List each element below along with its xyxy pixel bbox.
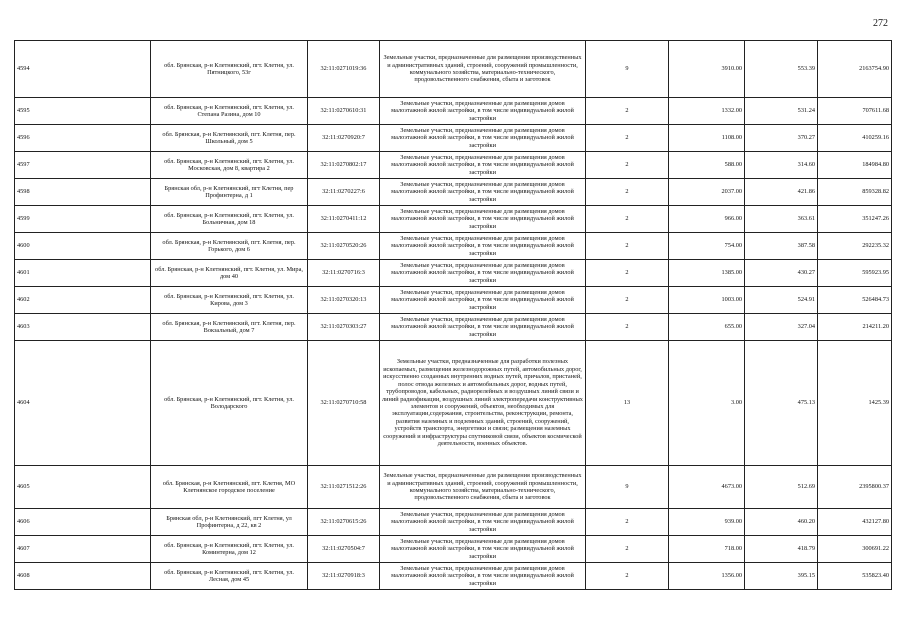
land-use-cell: Земельные участки, предназначенные для размещения домов малоэтажной жилой застройки, в том числе индивидуальной жилой застройки bbox=[380, 536, 586, 563]
specific-value-cell: 370.27 bbox=[745, 125, 818, 152]
land-use-cell: Земельные участки, предназначенные для размещения домов малоэтажной жилой застройки, в том числе индивидуальной жилой застройки bbox=[380, 563, 586, 590]
area-cell: 655.00 bbox=[669, 314, 745, 341]
address-cell: Брянская обл, р-н Клетнянский, пгт Клетня, пер Профинтерна, д 1 bbox=[151, 179, 308, 206]
row-number: 4607 bbox=[15, 536, 151, 563]
land-use-cell: Земельные участки, предназначенные для размещения домов малоэтажной жилой застройки, в том числе индивидуальной жилой застройки bbox=[380, 314, 586, 341]
specific-value-cell: 363.61 bbox=[745, 206, 818, 233]
address-cell: Брянская обл, р-н Клетнянский, пгт Клетня, ул Профинтерна, д 22, кв 2 bbox=[151, 509, 308, 536]
area-cell: 1385.00 bbox=[669, 260, 745, 287]
land-use-cell: Земельные участки, предназначенные для размещения домов малоэтажной жилой застройки, в том числе индивидуальной жилой застройки bbox=[380, 287, 586, 314]
address-cell: обл. Брянская, р-н Клетнянский, пгт. Клетня, ул. Больничная, дом 18 bbox=[151, 206, 308, 233]
category-cell: 2 bbox=[586, 152, 669, 179]
land-use-cell: Земельные участки, предназначенные для размещения домов малоэтажной жилой застройки, в том числе индивидуальной жилой застройки bbox=[380, 260, 586, 287]
table-row bbox=[15, 341, 892, 466]
cadastral-number-cell: 32:11:0271512:26 bbox=[308, 466, 380, 509]
cadastral-number-cell: 32:11:0270710:58 bbox=[308, 341, 380, 466]
row-number: 4606 bbox=[15, 509, 151, 536]
cadastral-value-cell: 535823.40 bbox=[818, 563, 892, 590]
specific-value-cell: 314.60 bbox=[745, 152, 818, 179]
cadastral-value-cell: 184984.80 bbox=[818, 152, 892, 179]
category-cell: 2 bbox=[586, 98, 669, 125]
land-use-cell: Земельные участки, предназначенные для размещения производственных и административных зданий, строений, сооружений промышленности, коммунального хозяйства, материально-технического, продовольственного снабжения, сбыта и заготовок bbox=[380, 41, 586, 98]
row-number: 4596 bbox=[15, 125, 151, 152]
address-cell: обл. Брянская, р-н Клетнянский, пгт. Клетня, ул. Кирова, дом 3 bbox=[151, 287, 308, 314]
category-cell: 2 bbox=[586, 509, 669, 536]
cadastral-value-cell: 432127.80 bbox=[818, 509, 892, 536]
area-cell: 718.00 bbox=[669, 536, 745, 563]
table-body bbox=[15, 41, 892, 590]
table-row bbox=[15, 206, 892, 233]
cadastral-value-cell: 300691.22 bbox=[818, 536, 892, 563]
category-cell: 2 bbox=[586, 206, 669, 233]
address-cell: обл. Брянская, р-н Клетнянский, пгт. Клетня, ул. Пятницкого, 53г bbox=[151, 41, 308, 98]
area-cell: 3.00 bbox=[669, 341, 745, 466]
table-row bbox=[15, 563, 892, 590]
address-cell: обл. Брянская, р-н Клетнянский, пгт. Клетня, ул. Мира, дом 40 bbox=[151, 260, 308, 287]
land-use-cell: Земельные участки, предназначенные для размещения домов малоэтажной жилой застройки, в том числе индивидуальной жилой застройки bbox=[380, 152, 586, 179]
specific-value-cell: 512.69 bbox=[745, 466, 818, 509]
table-row bbox=[15, 179, 892, 206]
row-number: 4597 bbox=[15, 152, 151, 179]
cadastral-number-cell: 32:11:0270504:7 bbox=[308, 536, 380, 563]
address-cell: обл. Брянская, р-н Клетнянский, пгт. Клетня, ул. Лесная, дом 45 bbox=[151, 563, 308, 590]
table-row bbox=[15, 125, 892, 152]
cadastral-value-cell: 707611.68 bbox=[818, 98, 892, 125]
row-number: 4603 bbox=[15, 314, 151, 341]
specific-value-cell: 460.20 bbox=[745, 509, 818, 536]
category-cell: 2 bbox=[586, 233, 669, 260]
address-cell: обл. Брянская, р-н Клетнянский, пгт. Клетня, ул. Степана Разина, дом 10 bbox=[151, 98, 308, 125]
cadastral-value-cell: 351247.26 bbox=[818, 206, 892, 233]
page-number: 272 bbox=[873, 18, 888, 29]
cadastral-number-cell: 32:11:0270610:31 bbox=[308, 98, 380, 125]
land-use-cell: Земельные участки, предназначенные для размещения домов малоэтажной жилой застройки, в том числе индивидуальной жилой застройки bbox=[380, 509, 586, 536]
cadastral-number-cell: 32:11:0270918:3 bbox=[308, 563, 380, 590]
row-number: 4602 bbox=[15, 287, 151, 314]
row-number: 4604 bbox=[15, 341, 151, 466]
cadastral-value-cell: 2395800.37 bbox=[818, 466, 892, 509]
specific-value-cell: 395.15 bbox=[745, 563, 818, 590]
area-cell: 939.00 bbox=[669, 509, 745, 536]
area-cell: 1356.00 bbox=[669, 563, 745, 590]
cadastral-number-cell: 32:11:0270802:17 bbox=[308, 152, 380, 179]
table-row bbox=[15, 152, 892, 179]
cadastral-value-cell: 1425.39 bbox=[818, 341, 892, 466]
row-number: 4600 bbox=[15, 233, 151, 260]
address-cell: обл. Брянская, р-н Клетнянский, пгт. Клетня, пер. Горького, дом 6 bbox=[151, 233, 308, 260]
cadastral-number-cell: 32:11:0271019:36 bbox=[308, 41, 380, 98]
row-number: 4594 bbox=[15, 41, 151, 98]
land-registry-table bbox=[14, 40, 892, 590]
category-cell: 2 bbox=[586, 536, 669, 563]
land-use-cell: Земельные участки, предназначенные для размещения домов малоэтажной жилой застройки, в том числе индивидуальной жилой застройки bbox=[380, 98, 586, 125]
row-number: 4605 bbox=[15, 466, 151, 509]
table-row bbox=[15, 536, 892, 563]
specific-value-cell: 327.04 bbox=[745, 314, 818, 341]
land-use-cell: Земельные участки, предназначенные для размещения домов малоэтажной жилой застройки, в том числе индивидуальной жилой застройки bbox=[380, 206, 586, 233]
cadastral-value-cell: 2163754.90 bbox=[818, 41, 892, 98]
cadastral-number-cell: 32:11:0270320:13 bbox=[308, 287, 380, 314]
area-cell: 3910.00 bbox=[669, 41, 745, 98]
land-use-cell: Земельные участки, предназначенные для размещения домов малоэтажной жилой застройки, в том числе индивидуальной жилой застройки bbox=[380, 233, 586, 260]
row-number: 4595 bbox=[15, 98, 151, 125]
table-row bbox=[15, 98, 892, 125]
cadastral-number-cell: 32:11:0270227:6 bbox=[308, 179, 380, 206]
category-cell: 2 bbox=[586, 563, 669, 590]
area-cell: 588.00 bbox=[669, 152, 745, 179]
cadastral-number-cell: 32:11:0270520:26 bbox=[308, 233, 380, 260]
area-cell: 4673.00 bbox=[669, 466, 745, 509]
cadastral-number-cell: 32:11:0270920:7 bbox=[308, 125, 380, 152]
land-use-cell: Земельные участки, предназначенные для размещения домов малоэтажной жилой застройки, в том числе индивидуальной жилой застройки bbox=[380, 179, 586, 206]
area-cell: 1332.00 bbox=[669, 98, 745, 125]
category-cell: 2 bbox=[586, 125, 669, 152]
table-row bbox=[15, 41, 892, 98]
row-number: 4601 bbox=[15, 260, 151, 287]
category-cell: 2 bbox=[586, 179, 669, 206]
category-cell: 13 bbox=[586, 341, 669, 466]
area-cell: 1108.00 bbox=[669, 125, 745, 152]
land-use-cell: Земельные участки, предназначенные для размещения домов малоэтажной жилой застройки, в том числе индивидуальной жилой застройки bbox=[380, 125, 586, 152]
address-cell: обл. Брянская, р-н Клетнянский, пгт. Клетня, МО Клетнянское городское поселение bbox=[151, 466, 308, 509]
cadastral-value-cell: 410259.16 bbox=[818, 125, 892, 152]
category-cell: 9 bbox=[586, 466, 669, 509]
specific-value-cell: 418.79 bbox=[745, 536, 818, 563]
address-cell: обл. Брянская, р-н Клетнянский, пгт. Клетня, ул. Московская, дом 8, квартира 2 bbox=[151, 152, 308, 179]
row-number: 4598 bbox=[15, 179, 151, 206]
category-cell: 2 bbox=[586, 314, 669, 341]
table-row bbox=[15, 466, 892, 509]
category-cell: 2 bbox=[586, 287, 669, 314]
area-cell: 754.00 bbox=[669, 233, 745, 260]
address-cell: обл. Брянская, р-н Клетнянский, пгт. Клетня, ул. Коминтерна, дом 12 bbox=[151, 536, 308, 563]
cadastral-number-cell: 32:11:0270411:12 bbox=[308, 206, 380, 233]
table-row bbox=[15, 314, 892, 341]
cadastral-number-cell: 32:11:0270615:26 bbox=[308, 509, 380, 536]
address-cell: обл. Брянская, р-н Клетнянский, пгт. Клетня, пер. Вокзальный, дом 7 bbox=[151, 314, 308, 341]
area-cell: 2037.00 bbox=[669, 179, 745, 206]
cadastral-value-cell: 292235.32 bbox=[818, 233, 892, 260]
table-row bbox=[15, 233, 892, 260]
specific-value-cell: 430.27 bbox=[745, 260, 818, 287]
land-use-cell: Земельные участки, предназначенные для размещения производственных и административных зданий, строений, сооружений промышленности, коммунального хозяйства, материально-технического, продовольственного снабжения, сбыта и заготовок bbox=[380, 466, 586, 509]
specific-value-cell: 421.86 bbox=[745, 179, 818, 206]
specific-value-cell: 531.24 bbox=[745, 98, 818, 125]
table-row bbox=[15, 509, 892, 536]
address-cell: обл. Брянская, р-н Клетнянский, пгт. Клетня, ул. Володарского bbox=[151, 341, 308, 466]
table-row bbox=[15, 287, 892, 314]
area-cell: 1003.00 bbox=[669, 287, 745, 314]
cadastral-value-cell: 214211.20 bbox=[818, 314, 892, 341]
specific-value-cell: 475.13 bbox=[745, 341, 818, 466]
category-cell: 2 bbox=[586, 260, 669, 287]
specific-value-cell: 524.91 bbox=[745, 287, 818, 314]
area-cell: 966.00 bbox=[669, 206, 745, 233]
row-number: 4608 bbox=[15, 563, 151, 590]
cadastral-number-cell: 32:11:0270716:3 bbox=[308, 260, 380, 287]
cadastral-value-cell: 526484.73 bbox=[818, 287, 892, 314]
table-row bbox=[15, 260, 892, 287]
cadastral-value-cell: 859328.82 bbox=[818, 179, 892, 206]
cadastral-value-cell: 595923.95 bbox=[818, 260, 892, 287]
land-use-cell: Земельные участки, предназначенные для разработки полезных ископаемых, размещения железнодорожных путей, автомобильных дорог, искусственно созданных внутренних водных путей, причалов, пристаней, полос отвода железных и автомобильных дорог, водных путей, трубопроводов, кабельных, радиорелейных и воздушных линий связи и линий радиофикации, воздушных линий электропередачи конструктивных элементов и сооружений, объектов, необходимых для эксплуатации,содержания, строительства, реконструкции, ремонта, развития наземных и подземных зданий, строений, сооружений, устройств транспорта, энергетики и связи; размещения наземных сооружений и инфраструктуры спутниковой связи, объектов космической деятельности, военных объектов. bbox=[380, 341, 586, 466]
address-cell: обл. Брянская, р-н Клетнянский, пгт. Клетня, пер. Школьный, дом 5 bbox=[151, 125, 308, 152]
row-number: 4599 bbox=[15, 206, 151, 233]
category-cell: 9 bbox=[586, 41, 669, 98]
cadastral-number-cell: 32:11:0270303:27 bbox=[308, 314, 380, 341]
specific-value-cell: 553.39 bbox=[745, 41, 818, 98]
specific-value-cell: 387.58 bbox=[745, 233, 818, 260]
